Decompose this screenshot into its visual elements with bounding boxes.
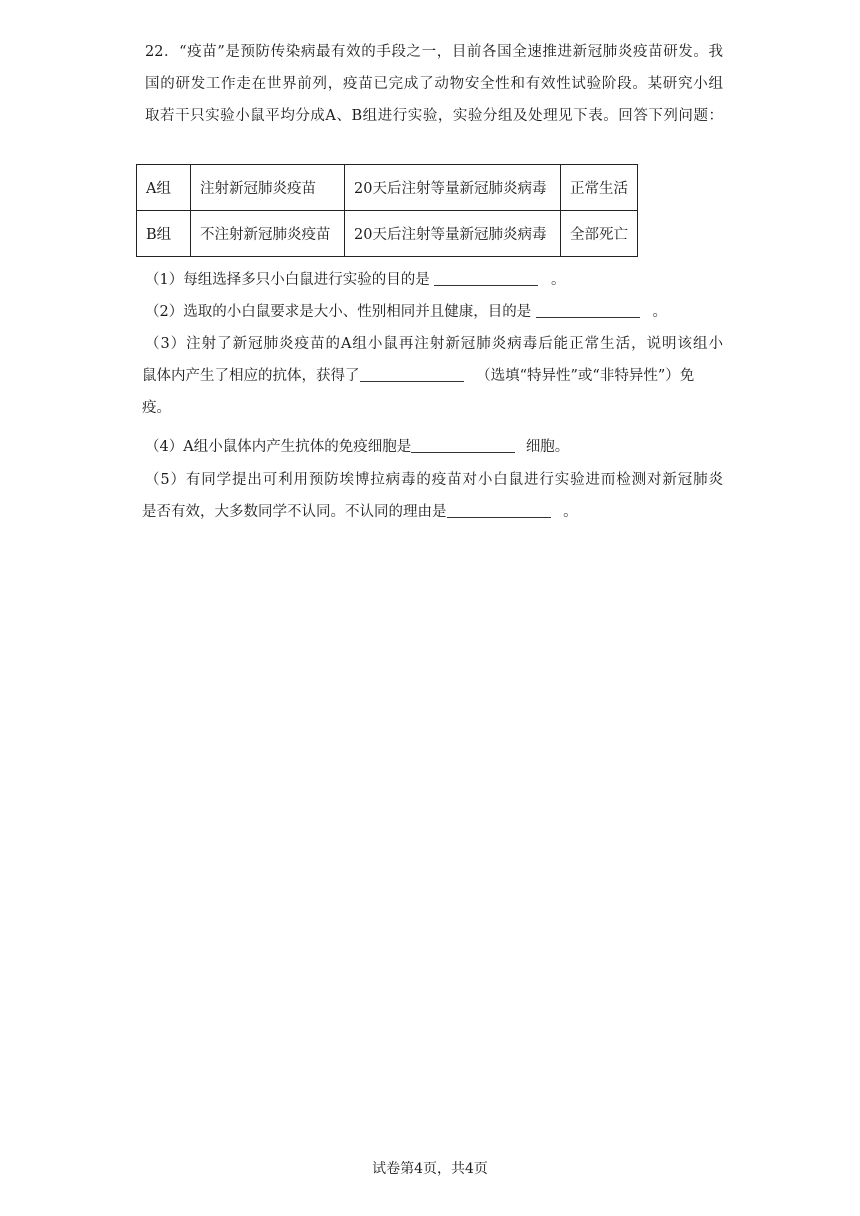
answer-blank-3[interactable] <box>360 363 464 382</box>
sub-question-3 <box>142 328 723 424</box>
q4-text-b: 细胞。 <box>525 439 570 455</box>
q3-line-3: 疫。 <box>142 400 171 416</box>
table-row <box>137 165 638 211</box>
table-cell: 注射新冠肺炎疫苗 <box>191 165 345 211</box>
q5-line-1: （5）有同学提出可利用预防埃博拉病毒的疫苗对小白鼠进行实验进而检测对新冠肺炎 <box>145 472 723 488</box>
intro-line: 国的研发工作走在世界前列，疫苗已完成了动物安全性和有效性试验阶段。某研究小组 <box>145 76 723 92</box>
table-cell: 20天后注射等量新冠肺炎病毒 <box>345 165 561 211</box>
end-mark: 。 <box>550 272 566 288</box>
sub-question-4 <box>145 431 569 463</box>
sub-question-5 <box>142 464 723 528</box>
table-row <box>137 211 638 257</box>
q3-line-1: （3）注射了新冠肺炎疫苗的A组小鼠再注射新冠肺炎病毒后能正常生活，说明该组小 <box>145 336 723 352</box>
table-cell: 全部死亡 <box>561 211 638 257</box>
end-mark: 。 <box>563 504 578 520</box>
intro-line: 22．“疫苗”是预防传染病最有效的手段之一，目前各国全速推进新冠肺炎疫苗研发。我 <box>145 44 723 60</box>
answer-blank-4[interactable] <box>411 434 515 453</box>
answer-blank-2[interactable] <box>536 299 640 318</box>
q3-text-b: （选填“特异性”或“非特异性”）免 <box>476 368 695 384</box>
answer-blank-5[interactable] <box>447 499 551 518</box>
intro-line: 取若干只实验小鼠平均分成A、B组进行实验，实验分组及处理见下表。回答下列问题： <box>145 108 723 124</box>
table-cell: 20天后注射等量新冠肺炎病毒 <box>345 211 561 257</box>
sub-question-1 <box>145 264 565 296</box>
table-cell: 正常生活 <box>561 165 638 211</box>
q1-text: （1）每组选择多只小白鼠进行实验的目的是 <box>145 272 430 288</box>
page-footer: 试卷第4页，共4页 <box>372 1161 488 1177</box>
sub-question-2 <box>145 296 667 328</box>
q3-text-a: 鼠体内产生了相应的抗体，获得了 <box>142 368 360 384</box>
table-cell: A组 <box>137 165 191 211</box>
answer-blank-1[interactable] <box>434 267 538 286</box>
table-cell: B组 <box>137 211 191 257</box>
q4-text-a: （4）A组小鼠体内产生抗体的免疫细胞是 <box>145 439 412 455</box>
q2-text: （2）选取的小白鼠要求是大小、性别相同并且健康，目的是 <box>145 304 532 320</box>
end-mark: 。 <box>652 304 667 320</box>
question-intro <box>145 36 723 132</box>
q5-text: 是否有效，大多数同学不认同。不认同的理由是 <box>142 504 447 520</box>
table-cell: 不注射新冠肺炎疫苗 <box>191 211 345 257</box>
experiment-table <box>136 164 638 257</box>
